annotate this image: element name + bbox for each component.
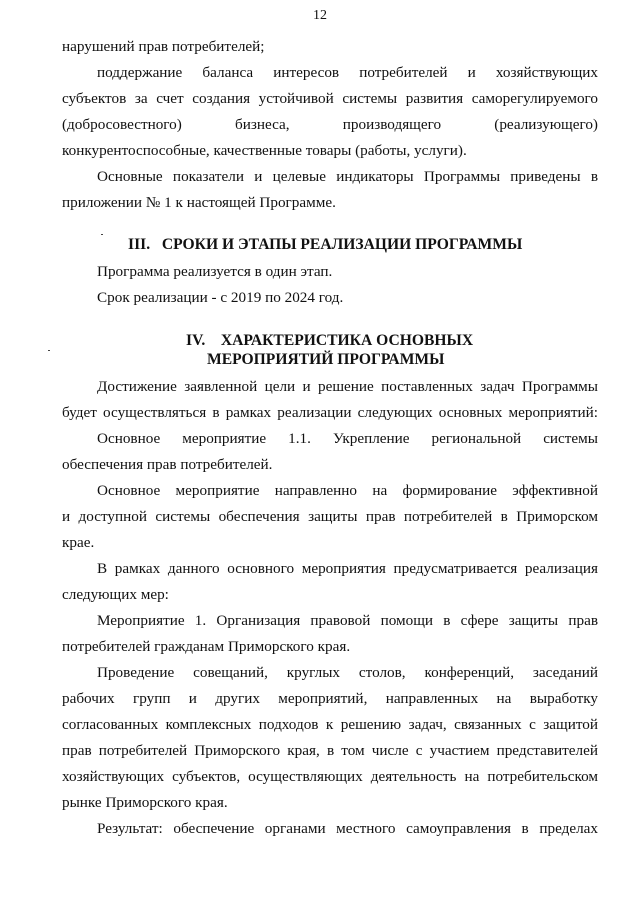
text-line: (добросовестного) бизнеса, производящего (реализующего) (62, 116, 598, 133)
text-line: субъектов за счет создания устойчивой системы развития саморегулируемого (62, 90, 598, 107)
text-line: Программа реализуется в один этап. (97, 263, 333, 280)
text-line: следующих мер: (62, 586, 169, 603)
section-heading-3 (128, 234, 522, 256)
section-number: III. (128, 236, 151, 253)
paragraph-terms (62, 259, 598, 311)
text-line: потребителей гражданам Приморского края. (62, 638, 351, 655)
scan-mark (101, 234, 103, 235)
text-line: хозяйствующих субъектов, осуществляющих деятельность на потребительском (62, 768, 598, 785)
text-line: приложении № 1 к настоящей Программе. (62, 194, 336, 211)
section-title: СРОКИ И ЭТАПЫ РЕАЛИЗАЦИИ ПРОГРАММЫ (161, 236, 523, 253)
paragraph-activities (62, 374, 598, 842)
text-line: Проведение совещаний, круглых столов, конференций, заседаний (97, 664, 598, 681)
text-line: рынке Приморского края. (62, 794, 228, 811)
text-line: будет осуществляться в рамках реализации следующих основных мероприятий: (62, 404, 598, 421)
paragraph-consumer-balance (62, 34, 598, 164)
text-line: Достижение заявленной цели и решение поставленных задач Программы (97, 378, 598, 395)
text-line: Основное мероприятие 1.1. Укрепление региональной системы (97, 430, 598, 447)
text-line: и доступной системы обеспечения защиты прав потребителей в Приморском (62, 508, 598, 525)
text-line: рабочих групп и других мероприятий, направленных на выработку (62, 690, 598, 707)
section-number: IV. (186, 332, 206, 349)
text-line: поддержание баланса интересов потребителей и хозяйствующих (97, 64, 598, 81)
text-line: Основное мероприятие направленно на формирование эффективной (97, 482, 598, 499)
section-title-line1: ХАРАКТЕРИСТИКА ОСНОВНЫХ (220, 332, 474, 349)
text-line: обеспечения прав потребителей. (62, 456, 273, 473)
scan-mark (48, 350, 50, 351)
paragraph-indicators (62, 164, 598, 216)
text-line: крае. (62, 534, 95, 551)
text-line: согласованных комплексных подходов к решению задач, связанных с защитой (62, 716, 598, 733)
text-line: В рамках данного основного мероприятия предусматривается реализация (97, 560, 598, 577)
text-line: Результат: обеспечение органами местного самоуправления в пределах (97, 820, 598, 837)
text-line: нарушений прав потребителей; (62, 38, 265, 55)
text-line: Срок реализации - с 2019 по 2024 год. (97, 289, 344, 306)
section-heading-4-line2: МЕРОПРИЯТИЙ ПРОГРАММЫ (207, 351, 445, 368)
text-line: Основные показатели и целевые индикаторы Программы приведены в (97, 168, 598, 185)
text-line: прав потребителей Приморского края, в том числе с участием представителей (62, 742, 598, 759)
text-line: конкурентоспособные, качественные товары (работы, услуги). (62, 142, 467, 159)
text-line: Мероприятие 1. Организация правовой помощи в сфере защиты прав (97, 612, 598, 629)
page-number: 12 (313, 8, 327, 23)
